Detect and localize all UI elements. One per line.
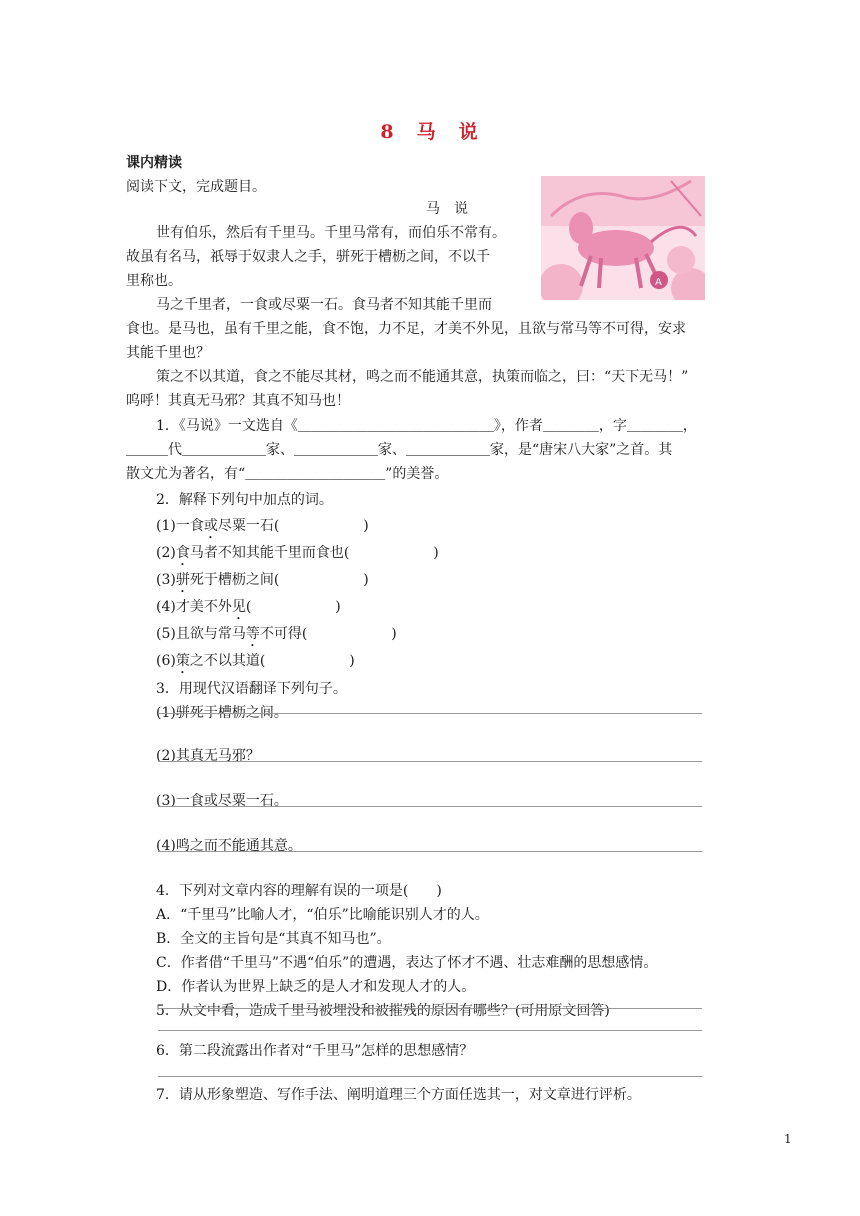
- q3-stem: 3．用现代汉语翻译下列句子。: [156, 681, 347, 697]
- instruction: 阅读下文，完成题目。: [126, 179, 266, 195]
- q6-stem: 6．第二段流露出作者对“千里马”怎样的思想感情？: [156, 1043, 474, 1059]
- q2-item: (1)一食或尽粟一石( ): [156, 518, 369, 534]
- q2-stem: 2．解释下列句中加点的词。: [156, 492, 333, 508]
- passage-line: 呜呼！其真无马邪？其真不知马也！: [126, 393, 350, 409]
- q5-stem: 5．从文中看，造成千里马被埋没和被摧残的原因有哪些？(可用原文回答): [156, 1003, 610, 1019]
- answer-line[interactable]: [158, 1030, 702, 1031]
- svg-text:A: A: [655, 277, 662, 288]
- q3-item: (4)鸣之而不能通其意。: [156, 838, 302, 854]
- passage-line: 马之千里者，一食或尽粟一石。食马者不知其能千里而: [156, 297, 492, 313]
- q4-option: C．作者借“千里马”不遇“伯乐”的遭遇，表达了怀才不遇、壮志难酬的思想感情。: [156, 955, 658, 971]
- answer-line[interactable]: [158, 851, 702, 852]
- passage-line: 里称也。: [126, 273, 182, 289]
- answer-line[interactable]: [158, 761, 702, 762]
- q2-item: (6)策之不以其道( ): [156, 653, 355, 669]
- q4-option: B．全文的主旨句是“其真不知马也”。: [156, 931, 391, 947]
- q1-line: 散文尤为著名，有“＿＿＿＿＿＿＿＿＿＿”的美誉。: [126, 466, 449, 482]
- q3-item: (1)骈死于槽枥之间。: [156, 705, 288, 721]
- answer-line[interactable]: [158, 1008, 702, 1009]
- answer-line[interactable]: [158, 806, 702, 807]
- answer-line[interactable]: [158, 1076, 702, 1077]
- page-number: 1: [784, 1132, 792, 1146]
- passage-line: 故虽有名马，祇辱于奴隶人之手，骈死于槽枥之间，不以千: [126, 249, 490, 265]
- passage-line: 策之不以其道，食之不能尽其材，鸣之而不能通其意，执策而临之，曰：“天下无马！”: [156, 369, 689, 385]
- q4-option: A．“千里马”比喻人才，“伯乐”比喻能识别人才的人。: [156, 907, 489, 923]
- q4-stem: 4．下列对文章内容的理解有误的一项是( ): [156, 883, 442, 899]
- q4-option: D．作者认为世界上缺乏的是人才和发现人才的人。: [156, 979, 476, 995]
- passage-line: 食也。是马也，虽有千里之能，食不饱，力不足，才美不外见，且欲与常马等不可得，安求: [126, 321, 686, 337]
- q7-stem: 7．请从形象塑造、写作手法、阐明道理三个方面任选其一，对文章进行评析。: [156, 1087, 641, 1103]
- q2-item: (5)且欲与常马等不可得( ): [156, 626, 397, 642]
- q3-item: (2)其真无马邪？: [156, 748, 260, 764]
- q2-item: (3)骈死于槽枥之间( ): [156, 572, 369, 588]
- answer-line[interactable]: [158, 713, 702, 714]
- q2-item: (4)才美不外见( ): [156, 599, 341, 615]
- section-heading: 课内精读: [126, 155, 182, 171]
- q2-item: (2)食马者不知其能千里而食也( ): [156, 545, 439, 561]
- page-title: 8 马 说: [380, 121, 480, 143]
- passage-line: 世有伯乐，然后有千里马。千里马常有，而伯乐不常有。: [156, 225, 506, 241]
- q3-item: (3)一食或尽粟一石。: [156, 793, 288, 809]
- passage-heading: 马 说: [426, 201, 468, 217]
- passage-line: 其能千里也？: [126, 345, 210, 361]
- pink-horse-illustration: [541, 176, 705, 300]
- q1-line: ＿＿＿代＿＿＿＿＿＿家、＿＿＿＿＿＿家、＿＿＿＿＿＿家，是“唐宋八大家”之首。其: [126, 442, 673, 458]
- q1-line: 1．《马说》一文选自《＿＿＿＿＿＿＿＿＿＿＿＿＿＿》，作者＿＿＿＿，字＿＿＿＿，: [156, 418, 697, 434]
